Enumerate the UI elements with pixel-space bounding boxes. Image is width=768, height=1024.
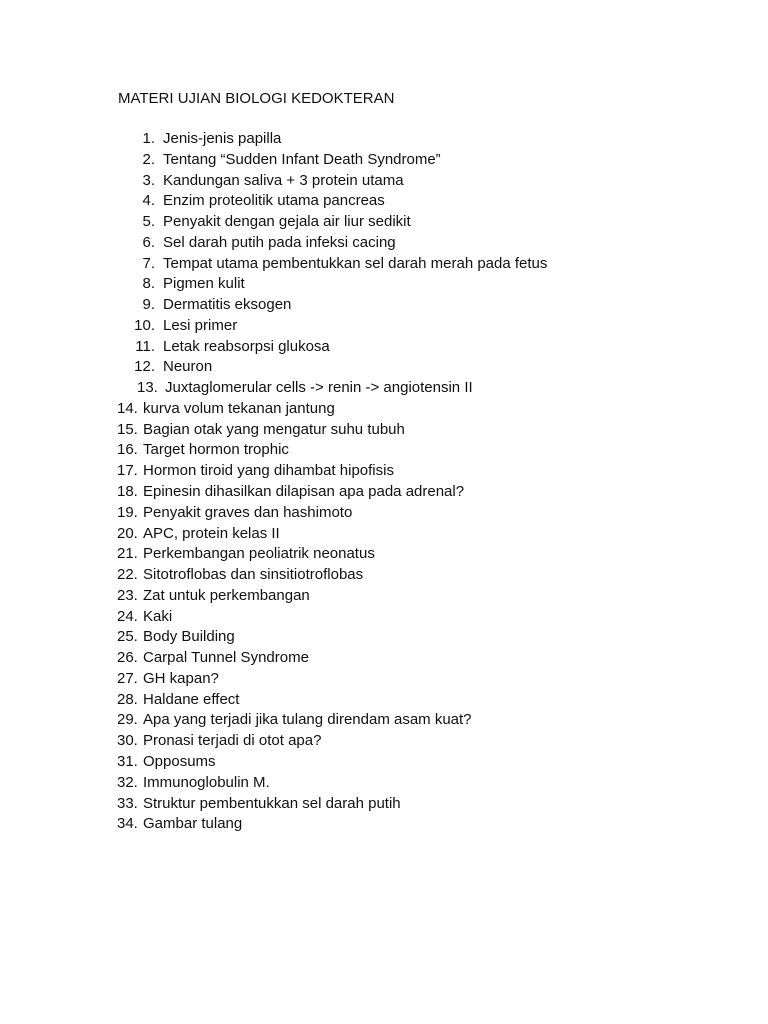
item-text: Perkembangan peoliatrik neonatus bbox=[143, 545, 375, 563]
item-number: 33. bbox=[117, 794, 138, 812]
item-text: Penyakit graves dan hashimoto bbox=[143, 503, 353, 521]
item-text: Gambar tulang bbox=[143, 815, 243, 833]
item-text: Dermatitis eksogen bbox=[163, 296, 292, 314]
item-number: 29. bbox=[117, 711, 138, 729]
item-number: 4. bbox=[142, 192, 155, 210]
item-text: Haldane effect bbox=[143, 690, 240, 708]
item-number: 15. bbox=[117, 420, 138, 438]
item-number: 2. bbox=[142, 150, 155, 168]
item-text: kurva volum tekanan jantung bbox=[143, 399, 335, 417]
item-text: Penyakit dengan gejala air liur sedikit bbox=[163, 213, 411, 231]
item-text: Enzim proteolitik utama pancreas bbox=[163, 192, 385, 210]
item-number: 30. bbox=[117, 732, 138, 750]
item-text: Bagian otak yang mengatur suhu tubuh bbox=[143, 420, 405, 438]
item-text: Tempat utama pembentukkan sel darah merah pada fetus bbox=[163, 254, 548, 272]
item-text: GH kapan? bbox=[143, 669, 219, 687]
item-number: 32. bbox=[117, 773, 138, 791]
item-number: 22. bbox=[117, 566, 138, 584]
item-number: 26. bbox=[117, 649, 138, 667]
item-text: Juxtaglomerular cells -> renin -> angiotensin II bbox=[165, 379, 473, 397]
item-number: 27. bbox=[117, 669, 138, 687]
item-text: Tentang “Sudden Infant Death Syndrome” bbox=[163, 150, 441, 168]
item-number: 13. bbox=[137, 379, 158, 397]
item-text: Sitotroflobas dan sinsitiotroflobas bbox=[143, 566, 364, 584]
item-text: Hormon tiroid yang dihambat hipofisis bbox=[143, 462, 394, 480]
item-number: 25. bbox=[117, 628, 138, 646]
item-number: 12. bbox=[134, 358, 155, 376]
item-text: Sel darah putih pada infeksi cacing bbox=[163, 233, 396, 251]
item-number: 28. bbox=[117, 690, 138, 708]
item-text: Carpal Tunnel Syndrome bbox=[143, 649, 309, 667]
item-text: Lesi primer bbox=[163, 316, 238, 334]
item-number: 3. bbox=[142, 171, 155, 189]
item-number: 6. bbox=[142, 233, 155, 251]
item-number: 20. bbox=[117, 524, 138, 542]
item-text: Neuron bbox=[163, 358, 213, 376]
document-title: MATERI UJIAN BIOLOGI KEDOKTERAN bbox=[118, 90, 395, 107]
item-number: 10. bbox=[134, 316, 155, 334]
item-number: 18. bbox=[117, 483, 138, 501]
item-text: Immunoglobulin M. bbox=[143, 773, 270, 791]
item-text: APC, protein kelas II bbox=[143, 524, 280, 542]
item-number: 7. bbox=[142, 254, 155, 272]
item-text: Kandungan saliva + 3 protein utama bbox=[163, 171, 404, 189]
item-text: Opposums bbox=[143, 752, 216, 770]
item-number: 9. bbox=[142, 296, 155, 314]
item-number: 19. bbox=[117, 503, 138, 521]
item-number: 21. bbox=[117, 545, 138, 563]
item-number: 5. bbox=[142, 213, 155, 231]
item-number: 8. bbox=[142, 275, 155, 293]
item-number: 34. bbox=[117, 815, 138, 833]
item-text: Letak reabsorpsi glukosa bbox=[163, 337, 330, 355]
item-text: Epinesin dihasilkan dilapisan apa pada adrenal? bbox=[143, 483, 465, 501]
item-number: 17. bbox=[117, 462, 138, 480]
item-number: 24. bbox=[117, 607, 138, 625]
item-number: 11. bbox=[135, 337, 155, 355]
item-number: 14. bbox=[117, 399, 138, 417]
item-text: Jenis-jenis papilla bbox=[163, 130, 282, 147]
item-number: 1. bbox=[142, 130, 155, 147]
item-number: 23. bbox=[117, 586, 138, 604]
item-text: Zat untuk perkembangan bbox=[143, 586, 310, 604]
item-text: Kaki bbox=[143, 607, 173, 625]
item-text: Apa yang terjadi jika tulang direndam asam kuat? bbox=[143, 711, 472, 729]
item-text: Pronasi terjadi di otot apa? bbox=[143, 732, 322, 750]
item-text: Pigmen kulit bbox=[163, 275, 245, 293]
item-text: Struktur pembentukkan sel darah putih bbox=[143, 794, 401, 812]
item-number: 16. bbox=[117, 441, 138, 459]
item-text: Body Building bbox=[143, 628, 235, 646]
item-text: Target hormon trophic bbox=[143, 441, 289, 459]
item-number: 31. bbox=[117, 752, 138, 770]
